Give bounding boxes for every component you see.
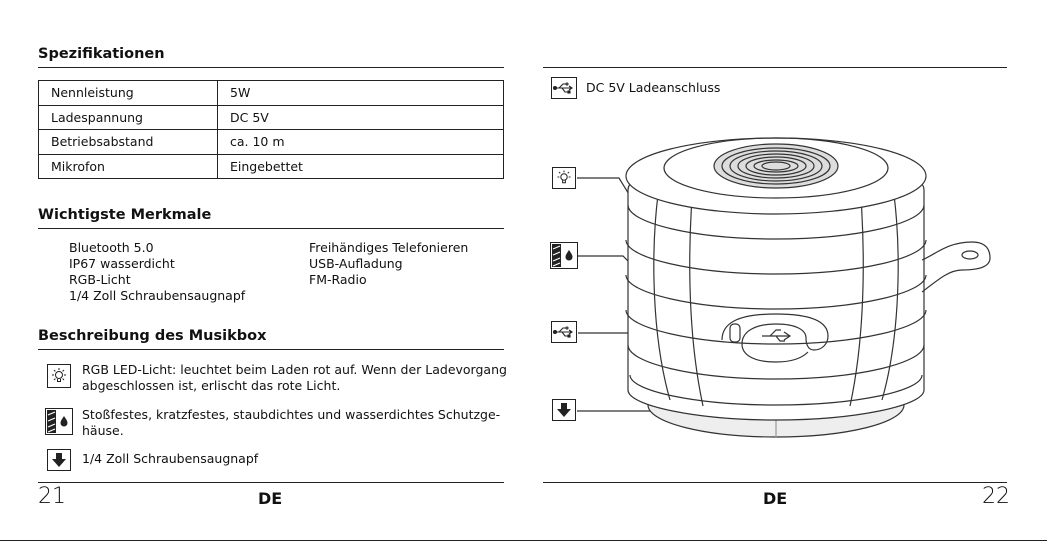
list-item: Freihändiges Telefonieren bbox=[309, 240, 469, 255]
spec-value: Eingebettet bbox=[218, 154, 504, 179]
list-item: FM-Radio bbox=[309, 272, 367, 287]
list-item: IP67 wasserdicht bbox=[69, 256, 175, 271]
table-row bbox=[39, 81, 504, 106]
bottom-edge bbox=[0, 540, 1047, 541]
light-bulb-icon bbox=[47, 364, 71, 388]
table-row bbox=[39, 154, 504, 179]
description-text: abgeschlossen ist, erlischt das rote Licht. bbox=[82, 378, 341, 393]
divider bbox=[38, 349, 504, 350]
description-heading: Beschreibung des Musikbox bbox=[38, 328, 267, 344]
spec-value: 5W bbox=[218, 81, 504, 106]
features-right-list bbox=[309, 240, 468, 288]
usb-icon bbox=[551, 77, 577, 99]
table-row bbox=[39, 130, 504, 155]
spec-key: Mikrofon bbox=[39, 154, 218, 179]
language-label: DE bbox=[763, 489, 788, 508]
list-item: Bluetooth 5.0 bbox=[69, 240, 154, 255]
description-text: Stoßfestes, kratzfestes, staubdichtes und wasserdichtes Schutzge- bbox=[82, 407, 501, 422]
divider bbox=[38, 228, 504, 229]
spec-value: ca. 10 m bbox=[218, 130, 504, 155]
list-item: USB-Aufladung bbox=[309, 256, 403, 271]
description-text: 1/4 Zoll Schraubensaugnapf bbox=[82, 451, 259, 466]
description-text: häuse. bbox=[82, 423, 124, 438]
down-arrow-icon bbox=[47, 449, 71, 471]
water-drop-icon bbox=[45, 408, 73, 435]
features-heading: Wichtigste Merkmale bbox=[38, 207, 212, 223]
spec-heading: Spezifikationen bbox=[38, 46, 165, 62]
spec-key: Betriebsabstand bbox=[39, 130, 218, 155]
language-label: DE bbox=[258, 489, 283, 508]
spec-value: DC 5V bbox=[218, 105, 504, 130]
page-number: 21 bbox=[38, 484, 66, 509]
features-left-list bbox=[69, 240, 245, 304]
list-item: 1/4 Zoll Schraubensaugnapf bbox=[69, 288, 246, 303]
description-item bbox=[82, 362, 507, 394]
spec-key: Ladespannung bbox=[39, 105, 218, 130]
description-item bbox=[82, 407, 500, 439]
divider bbox=[38, 67, 504, 68]
table-row bbox=[39, 105, 504, 130]
description-text: RGB LED-Licht: leuchtet beim Laden rot auf. Wenn der Ladevorgang bbox=[82, 362, 507, 377]
list-item: RGB-Licht bbox=[69, 272, 131, 287]
divider bbox=[543, 67, 1007, 68]
footer-divider bbox=[38, 482, 504, 483]
page-number: 22 bbox=[982, 484, 1010, 509]
description-item bbox=[82, 451, 258, 467]
spec-table bbox=[38, 80, 504, 179]
footer-divider bbox=[543, 482, 1007, 483]
speaker-illustration bbox=[540, 110, 1010, 450]
usb-port-label: DC 5V Ladeanschluss bbox=[586, 80, 721, 95]
spec-key: Nennleistung bbox=[39, 81, 218, 106]
